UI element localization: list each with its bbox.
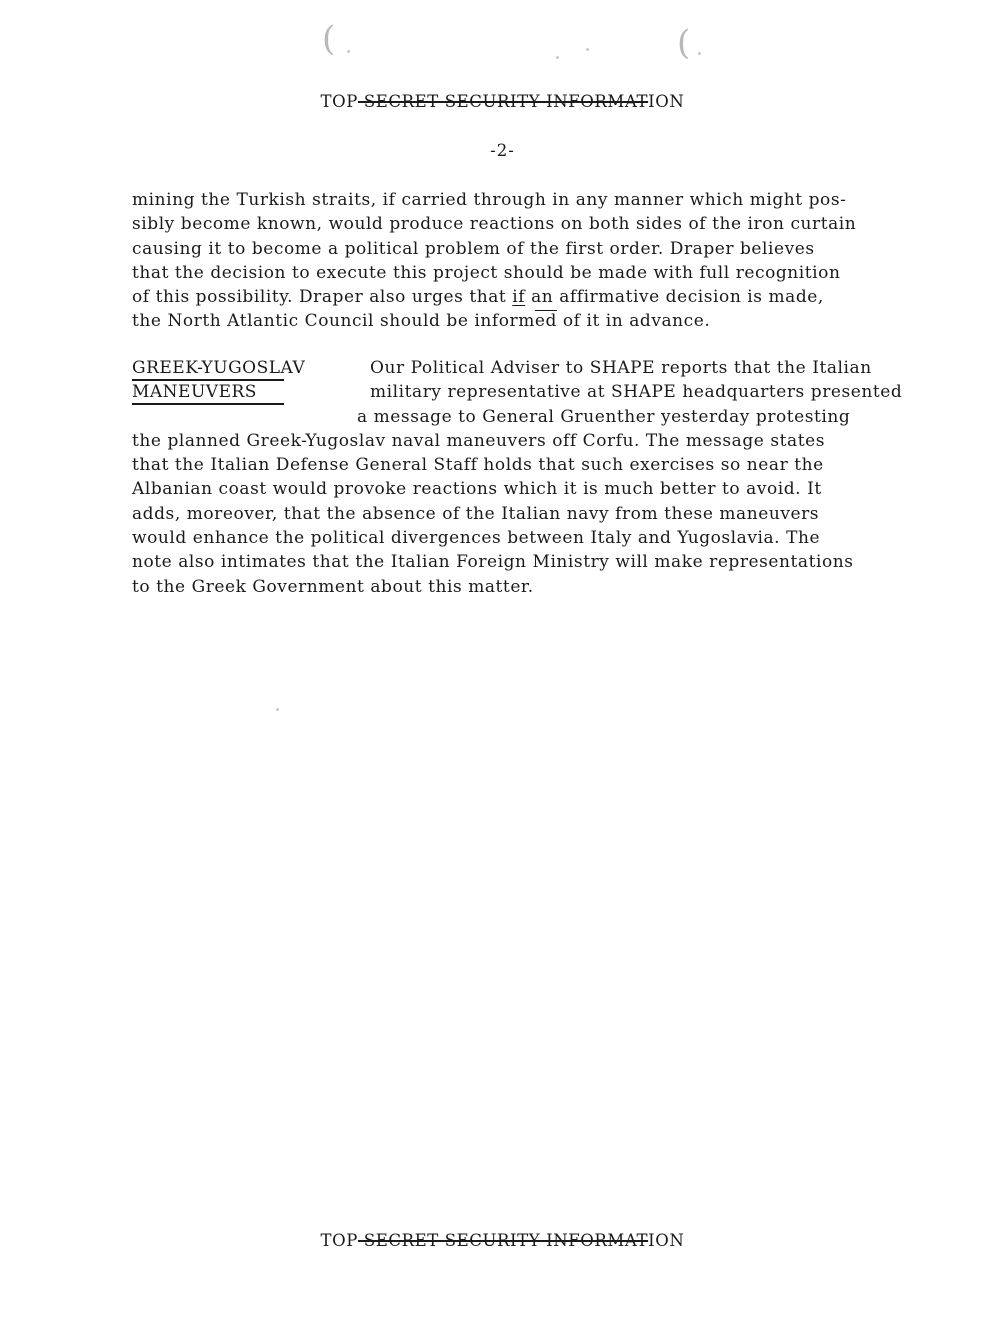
text-line: mining the Turkish straits, if carried through in any manner which might pos-: [132, 190, 847, 210]
text-line: the planned Greek-Yugoslav naval maneuvers off Corfu. The message states: [132, 430, 825, 451]
text-line: military representative at SHAPE headquarters presented: [370, 382, 903, 403]
text-line: [132, 309, 992, 333]
paper-speck: [556, 56, 559, 59]
text-segment: of it in advance.: [556, 311, 711, 332]
classification-struck-text: SECRET SECURITY INFORMAT: [357, 1231, 649, 1250]
classification-prefix: TOP: [320, 1231, 358, 1250]
paper-speck: [698, 52, 701, 55]
overlined-segment: $\overline{ed}$: [534, 311, 557, 332]
binder-hole-mark-left: (: [322, 19, 336, 59]
top-classification-marking: [0, 92, 1005, 111]
bottom-classification-marking: [0, 1231, 1005, 1250]
paper-speck: [586, 48, 589, 51]
text-line: [132, 285, 992, 309]
text-line: would enhance the political divergences between Italy and Yugoslavia. The: [132, 528, 821, 549]
classification-struck-text: SECRET SECURITY INFORMAT: [357, 92, 649, 111]
text-line: to the Greek Government about this matter.: [132, 576, 534, 597]
classification-prefix: TOP: [320, 92, 358, 111]
text-line: Our Political Adviser to SHAPE reports that the Italian: [370, 358, 872, 378]
text-segment: of this possibility. Draper also urges that: [132, 287, 513, 308]
text-line: sibly become known, would produce reactions on both sides of the iron curtain: [132, 214, 857, 235]
text-line: that the decision to execute this project should be made with full recognition: [132, 262, 841, 283]
text-line: causing it to become a political problem of the first order. Draper believes: [132, 238, 815, 259]
classification-suffix: ION: [648, 92, 685, 111]
underlined-word: if: [512, 287, 526, 308]
side-heading-line-2: MANEUVERS: [132, 381, 257, 402]
paragraph-turkish-straits: [132, 188, 992, 334]
text-line: Albanian coast would provoke reactions which it is much better to avoid. It: [132, 479, 822, 500]
text-segment: the North Atlantic Council should be inform: [132, 311, 535, 332]
text-line: a message to General Gruenther yesterday protesting: [357, 406, 851, 427]
text-segment: an affirmative decision is made,: [525, 287, 824, 308]
side-heading-line-1: GREEK-YUGOSLAV: [132, 358, 306, 378]
binder-hole-mark-right: (: [677, 23, 691, 63]
text-line: that the Italian Defense General Staff holds that such exercises so near the: [132, 455, 824, 476]
paper-speck: [347, 50, 350, 53]
classification-suffix: ION: [648, 1231, 685, 1250]
text-line: note also intimates that the Italian Foreign Ministry will make representations: [132, 552, 854, 573]
text-line: adds, moreover, that the absence of the Italian navy from these maneuvers: [132, 503, 820, 524]
paragraph-greek-yugoslav-maneuvers: [132, 356, 997, 599]
paper-speck: [276, 708, 279, 711]
page-number: -2-: [490, 141, 515, 160]
